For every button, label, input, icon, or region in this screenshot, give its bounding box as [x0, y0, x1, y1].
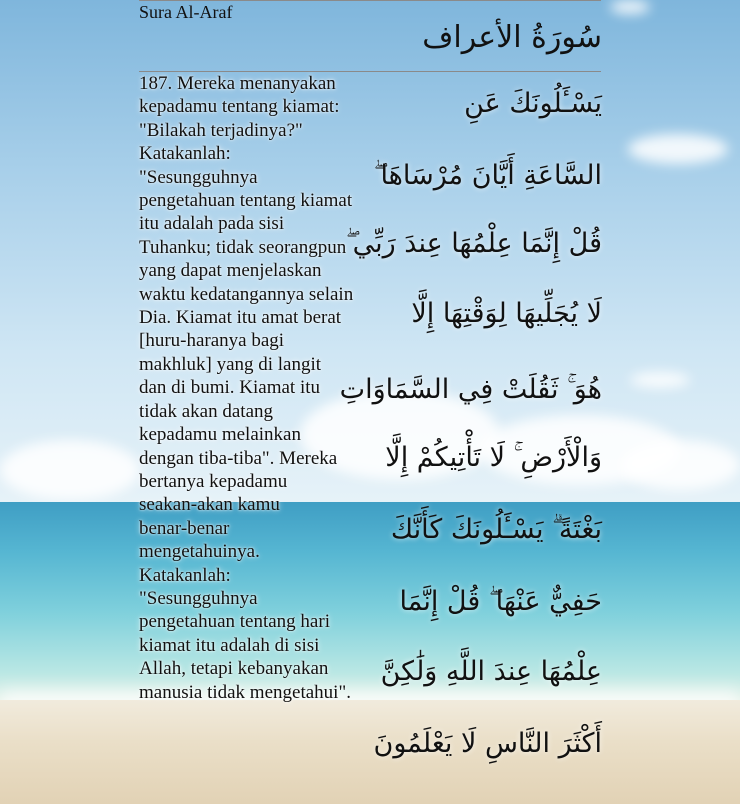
translation-line: waktu kedatangannya selain — [139, 283, 354, 305]
translation-line: seakan-akan kamu — [139, 494, 280, 516]
translation-line: kepadamu tentang kiamat: — [139, 96, 340, 118]
arabic-verse-line: بَغْتَةً ۗ يَسْـَٔلُونَكَ كَأَنَّكَ — [390, 514, 602, 545]
top-divider — [139, 0, 601, 1]
translation-line: kiamat itu adalah di sisi — [139, 634, 320, 656]
translation-line: makhluk] yang di langit — [139, 353, 322, 375]
arabic-verse-line: قُلْ إِنَّمَا عِلْمُهَا عِندَ رَبِّي ۖ — [345, 228, 602, 259]
translation-line: [huru-haranya bagi — [139, 330, 285, 352]
translation-line: "Sesungguhnya — [139, 166, 258, 188]
translation-line: Tuhanku; tidak seorangpun — [139, 236, 347, 258]
translation-line: itu adalah pada sisi — [139, 213, 285, 235]
translation-line: benar-benar — [139, 517, 230, 539]
translation-line: Katakanlah: — [139, 143, 231, 165]
translation-line: manusia tidak mengetahui". — [139, 681, 351, 703]
arabic-verse-line: عِلْمُهَا عِندَ اللَّهِ وَلَٰكِنَّ — [380, 656, 602, 687]
translation-line: bertanya kepadamu — [139, 470, 288, 492]
translation-line: yang dapat menjelaskan — [139, 260, 322, 282]
translation-line: pengetahuan tentang hari — [139, 611, 330, 633]
translation-line: dengan tiba-tiba". Mereka — [139, 447, 338, 469]
translation-line: "Sesungguhnya — [139, 587, 258, 609]
translation-line: 187. Mereka menanyakan — [139, 73, 336, 94]
translation-line: Katakanlah: — [139, 564, 231, 586]
arabic-verse-line: يَسْـَٔلُونَكَ عَنِ — [464, 88, 602, 119]
translation-line: Allah, tetapi kebanyakan — [139, 658, 329, 680]
translation-line: mengetahuinya. — [139, 541, 260, 563]
translation-line: "Bilakah terjadinya?" — [139, 119, 303, 141]
sura-title: Sura Al-Araf — [139, 2, 233, 22]
sura-arabic-title: سُورَةُ الأعراف — [422, 20, 602, 55]
translation-line: kepadamu melainkan — [139, 424, 301, 446]
arabic-verse-line: هُوَ ۚ ثَقُلَتْ فِي السَّمَاوَاتِ — [339, 374, 602, 405]
arabic-verse-line: وَالْأَرْضِ ۚ لَا تَأْتِيكُمْ إِلَّا — [385, 442, 602, 473]
translation-line: pengetahuan tentang kiamat — [139, 190, 353, 212]
arabic-verse-line: أَكْثَرَ النَّاسِ لَا يَعْلَمُونَ — [373, 728, 602, 759]
translation-line: tidak akan datang — [139, 400, 274, 422]
arabic-verse-line: لَا يُجَلِّيهَا لِوَقْتِهَا إِلَّا — [411, 298, 602, 329]
translation-line: dan di bumi. Kiamat itu — [139, 377, 321, 399]
arabic-verse-line: حَفِيٌّ عَنْهَا ۖ قُلْ إِنَّمَا — [399, 586, 602, 617]
translation-line: Dia. Kiamat itu amat berat — [139, 307, 342, 329]
arabic-verse-line: السَّاعَةِ أَيَّانَ مُرْسَاهَا ۖ — [373, 160, 602, 191]
